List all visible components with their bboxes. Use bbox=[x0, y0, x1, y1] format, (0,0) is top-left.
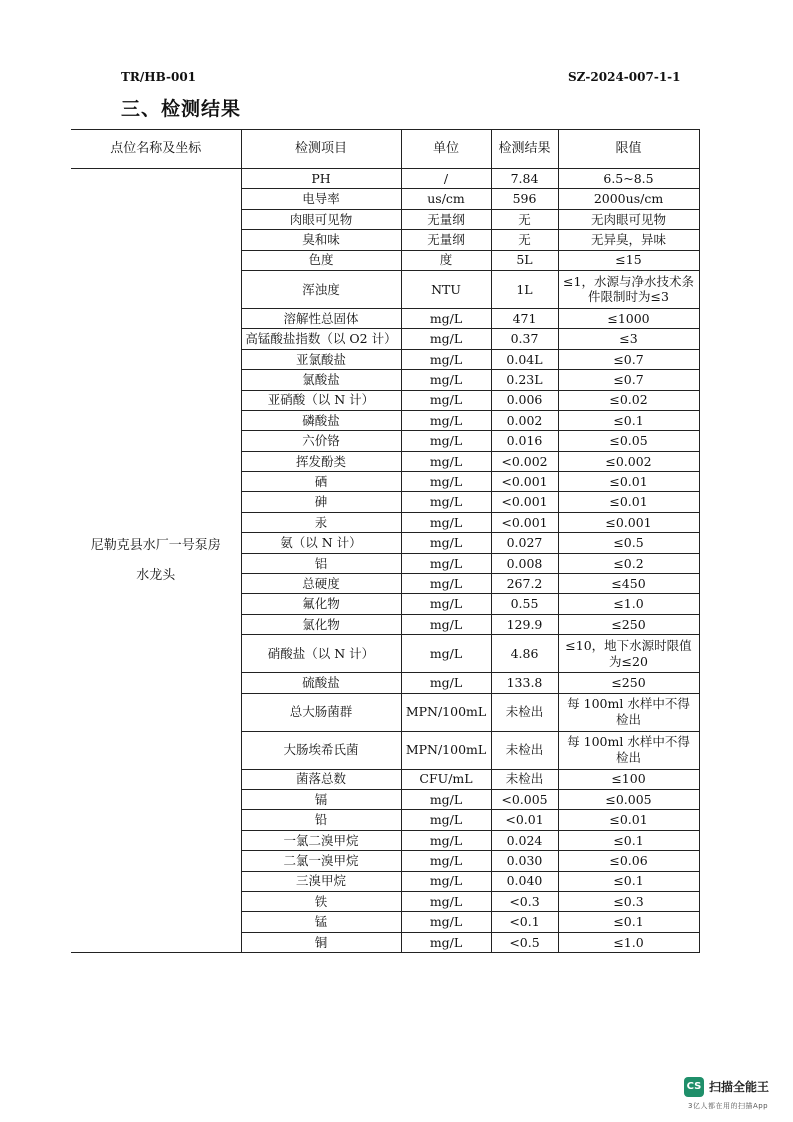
cell-result: 未检出 bbox=[491, 731, 558, 769]
cell-result: 无 bbox=[491, 230, 558, 250]
cell-result: 未检出 bbox=[491, 769, 558, 789]
cell-limit: 6.5~8.5 bbox=[558, 169, 699, 189]
header-location: 点位名称及坐标 bbox=[71, 130, 241, 169]
cell-unit: mg/L bbox=[401, 553, 491, 573]
cell-limit: ≤0.7 bbox=[558, 349, 699, 369]
cell-limit: 每 100ml 水样中不得检出 bbox=[558, 731, 699, 769]
cell-result: <0.001 bbox=[491, 472, 558, 492]
cell-item: 溶解性总固体 bbox=[241, 308, 401, 328]
cell-unit: mg/L bbox=[401, 932, 491, 952]
cell-unit: mg/L bbox=[401, 912, 491, 932]
header-result: 检测结果 bbox=[491, 130, 558, 169]
cell-unit: mg/L bbox=[401, 594, 491, 614]
cell-item: 浑浊度 bbox=[241, 270, 401, 308]
cell-limit: ≤0.7 bbox=[558, 370, 699, 390]
cell-limit: ≤1000 bbox=[558, 308, 699, 328]
cell-unit: mg/L bbox=[401, 472, 491, 492]
cell-item: 肉眼可见物 bbox=[241, 209, 401, 229]
cell-item: 氯酸盐 bbox=[241, 370, 401, 390]
cell-unit: mg/L bbox=[401, 614, 491, 634]
cell-limit: ≤0.2 bbox=[558, 553, 699, 573]
cell-item: 一氯二溴甲烷 bbox=[241, 830, 401, 850]
cell-result: <0.005 bbox=[491, 789, 558, 809]
cell-result: 无 bbox=[491, 209, 558, 229]
cell-limit: 2000us/cm bbox=[558, 189, 699, 209]
cell-result: 267.2 bbox=[491, 574, 558, 594]
cell-unit: mg/L bbox=[401, 451, 491, 471]
cell-limit: ≤450 bbox=[558, 574, 699, 594]
cell-unit: CFU/mL bbox=[401, 769, 491, 789]
cell-limit: 每 100ml 水样中不得检出 bbox=[558, 693, 699, 731]
cell-limit: ≤0.01 bbox=[558, 492, 699, 512]
cell-unit: mg/L bbox=[401, 673, 491, 693]
cell-unit: NTU bbox=[401, 270, 491, 308]
cell-item: 大肠埃希氏菌 bbox=[241, 731, 401, 769]
camscanner-name: 扫描全能王 bbox=[709, 1080, 770, 1094]
cell-limit: ≤1，水源与净水技术条件限制时为≤3 bbox=[558, 270, 699, 308]
cell-result: 596 bbox=[491, 189, 558, 209]
cell-unit: mg/L bbox=[401, 789, 491, 809]
cell-limit: ≤0.02 bbox=[558, 390, 699, 410]
cell-limit: ≤250 bbox=[558, 673, 699, 693]
cell-unit: 无量纲 bbox=[401, 209, 491, 229]
cell-item: 铁 bbox=[241, 891, 401, 911]
cell-item: 挥发酚类 bbox=[241, 451, 401, 471]
cell-item: 磷酸盐 bbox=[241, 410, 401, 430]
cell-result: 0.04L bbox=[491, 349, 558, 369]
cell-item: 汞 bbox=[241, 512, 401, 532]
cell-unit: mg/L bbox=[401, 851, 491, 871]
cell-item: 氯化物 bbox=[241, 614, 401, 634]
cell-item: 铝 bbox=[241, 553, 401, 573]
cell-result: <0.002 bbox=[491, 451, 558, 471]
cell-item: 高锰酸盐指数（以 O2 计） bbox=[241, 329, 401, 349]
cell-result: <0.001 bbox=[491, 512, 558, 532]
cell-limit: ≤0.1 bbox=[558, 871, 699, 891]
cell-result: 1L bbox=[491, 270, 558, 308]
cell-result: 5L bbox=[491, 250, 558, 270]
cell-item: 三溴甲烷 bbox=[241, 871, 401, 891]
cell-item: 氟化物 bbox=[241, 594, 401, 614]
location-line: 尼勒克县水厂一号泵房 bbox=[90, 537, 221, 553]
cell-result: <0.5 bbox=[491, 932, 558, 952]
cell-item: 亚硝酸（以 N 计） bbox=[241, 390, 401, 410]
cell-item: 菌落总数 bbox=[241, 769, 401, 789]
cell-result: <0.001 bbox=[491, 492, 558, 512]
cell-limit: ≤10，地下水源时限值为≤20 bbox=[558, 635, 699, 673]
cell-item: 锰 bbox=[241, 912, 401, 932]
cell-unit: mg/L bbox=[401, 635, 491, 673]
table-row bbox=[71, 169, 699, 189]
cell-unit: mg/L bbox=[401, 830, 491, 850]
cell-result: 129.9 bbox=[491, 614, 558, 634]
cell-result: <0.1 bbox=[491, 912, 558, 932]
section-title: 三、检测结果 bbox=[121, 98, 242, 120]
cell-unit: mg/L bbox=[401, 512, 491, 532]
cell-item: 亚氯酸盐 bbox=[241, 349, 401, 369]
cell-result: 0.030 bbox=[491, 851, 558, 871]
cell-item: 臭和味 bbox=[241, 230, 401, 250]
cell-result: 0.006 bbox=[491, 390, 558, 410]
cell-result: 0.040 bbox=[491, 871, 558, 891]
header-limit: 限值 bbox=[558, 130, 699, 169]
cell-unit: 度 bbox=[401, 250, 491, 270]
cell-unit: mg/L bbox=[401, 871, 491, 891]
cell-unit: mg/L bbox=[401, 370, 491, 390]
cell-item: 硝酸盐（以 N 计） bbox=[241, 635, 401, 673]
cell-result: 0.002 bbox=[491, 410, 558, 430]
cell-unit: mg/L bbox=[401, 329, 491, 349]
camscanner-logo: CS bbox=[684, 1077, 704, 1097]
cell-limit: 无异臭，异味 bbox=[558, 230, 699, 250]
cell-limit: ≤0.3 bbox=[558, 891, 699, 911]
cell-limit: ≤1.0 bbox=[558, 594, 699, 614]
cell-item: 六价铬 bbox=[241, 431, 401, 451]
cell-unit: mg/L bbox=[401, 810, 491, 830]
cell-item: 铅 bbox=[241, 810, 401, 830]
cell-result: 0.55 bbox=[491, 594, 558, 614]
table-body bbox=[71, 169, 699, 953]
cell-unit: mg/L bbox=[401, 349, 491, 369]
cell-unit: 无量纲 bbox=[401, 230, 491, 250]
cell-unit: / bbox=[401, 169, 491, 189]
cell-limit: ≤0.001 bbox=[558, 512, 699, 532]
cell-limit: 无肉眼可见物 bbox=[558, 209, 699, 229]
cell-unit: us/cm bbox=[401, 189, 491, 209]
report-template-code: TR/HB-001 bbox=[121, 70, 197, 84]
location-line: 水龙头 bbox=[136, 567, 176, 583]
cell-item: 砷 bbox=[241, 492, 401, 512]
cell-limit: ≤0.01 bbox=[558, 472, 699, 492]
cell-result: 4.86 bbox=[491, 635, 558, 673]
cell-limit: ≤0.1 bbox=[558, 912, 699, 932]
cell-result: 0.016 bbox=[491, 431, 558, 451]
cell-limit: ≤0.1 bbox=[558, 830, 699, 850]
location-cell bbox=[71, 169, 241, 953]
cell-limit: ≤0.06 bbox=[558, 851, 699, 871]
cell-limit: ≤15 bbox=[558, 250, 699, 270]
cell-item: PH bbox=[241, 169, 401, 189]
cell-result: 0.23L bbox=[491, 370, 558, 390]
table-header-row bbox=[71, 130, 699, 169]
cell-unit: MPN/100mL bbox=[401, 693, 491, 731]
cell-unit: mg/L bbox=[401, 308, 491, 328]
cell-result: 0.027 bbox=[491, 533, 558, 553]
cell-unit: mg/L bbox=[401, 390, 491, 410]
cell-limit: ≤0.05 bbox=[558, 431, 699, 451]
results-table bbox=[71, 129, 700, 953]
cell-limit: ≤0.005 bbox=[558, 789, 699, 809]
cell-item: 总大肠菌群 bbox=[241, 693, 401, 731]
cell-limit: ≤250 bbox=[558, 614, 699, 634]
cell-result: 133.8 bbox=[491, 673, 558, 693]
cell-limit: ≤1.0 bbox=[558, 932, 699, 952]
cell-result: <0.01 bbox=[491, 810, 558, 830]
cell-unit: MPN/100mL bbox=[401, 731, 491, 769]
cell-result: 未检出 bbox=[491, 693, 558, 731]
cell-limit: ≤100 bbox=[558, 769, 699, 789]
cell-unit: mg/L bbox=[401, 533, 491, 553]
cell-item: 硒 bbox=[241, 472, 401, 492]
header-item: 检测项目 bbox=[241, 130, 401, 169]
report-number: SZ-2024-007-1-1 bbox=[568, 70, 681, 84]
cell-item: 氨（以 N 计） bbox=[241, 533, 401, 553]
cell-item: 镉 bbox=[241, 789, 401, 809]
cell-item: 硫酸盐 bbox=[241, 673, 401, 693]
cell-item: 电导率 bbox=[241, 189, 401, 209]
cell-unit: mg/L bbox=[401, 492, 491, 512]
cell-limit: ≤0.002 bbox=[558, 451, 699, 471]
cell-limit: ≤0.01 bbox=[558, 810, 699, 830]
cell-unit: mg/L bbox=[401, 574, 491, 594]
cell-result: 7.84 bbox=[491, 169, 558, 189]
cell-result: <0.3 bbox=[491, 891, 558, 911]
cell-unit: mg/L bbox=[401, 431, 491, 451]
cell-item: 铜 bbox=[241, 932, 401, 952]
cell-item: 二氯一溴甲烷 bbox=[241, 851, 401, 871]
cell-item: 总硬度 bbox=[241, 574, 401, 594]
cell-limit: ≤3 bbox=[558, 329, 699, 349]
cell-unit: mg/L bbox=[401, 891, 491, 911]
cell-limit: ≤0.1 bbox=[558, 410, 699, 430]
cell-result: 0.024 bbox=[491, 830, 558, 850]
header-unit: 单位 bbox=[401, 130, 491, 169]
cell-item: 色度 bbox=[241, 250, 401, 270]
cell-result: 0.008 bbox=[491, 553, 558, 573]
cell-result: 471 bbox=[491, 308, 558, 328]
camscanner-tagline: 3亿人都在用的扫描App bbox=[688, 1102, 769, 1110]
cell-limit: ≤0.5 bbox=[558, 533, 699, 553]
cell-unit: mg/L bbox=[401, 410, 491, 430]
cell-result: 0.37 bbox=[491, 329, 558, 349]
